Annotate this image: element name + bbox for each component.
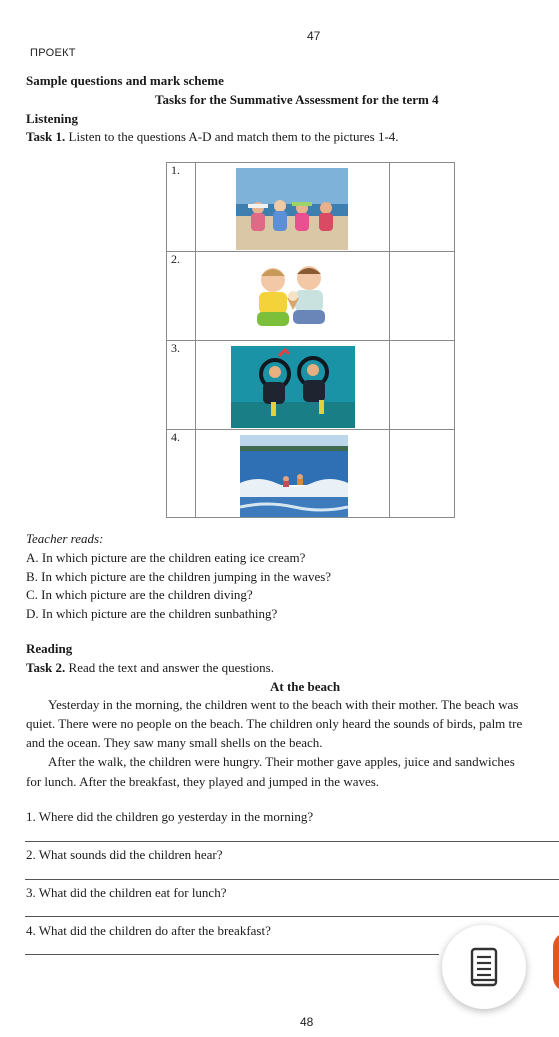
picture-children-ice-cream: [243, 258, 339, 336]
picture-children-waves: [240, 435, 348, 517]
answer-question-1: 1. Where did the children go yesterday in the morning?: [26, 809, 314, 824]
question-c: C. In which picture are the children diving?: [26, 587, 253, 602]
picture-children-sunbathing: [236, 168, 348, 250]
answer-line-1: [25, 841, 559, 842]
reader-mode-button[interactable]: [442, 925, 526, 1009]
picture-children-diving: [231, 346, 355, 428]
paragraph-1-line-1: Yesterday in the morning, the children went to the beach with their mother. The beach was: [48, 697, 519, 712]
task2-label: Task 2.: [26, 660, 66, 675]
side-action-button[interactable]: [553, 932, 559, 992]
paragraph-2-line-1: After the walk, the children were hungry. Their mother gave apples, juice and sandwiches: [48, 754, 515, 769]
page-number-top: 47: [307, 29, 321, 43]
answer-line-4: [25, 954, 439, 955]
row-number-2: 2.: [171, 252, 180, 266]
header-label: ПРОЕКТ: [30, 47, 76, 59]
teacher-reads-label: Teacher reads:: [26, 531, 104, 546]
section-title: Sample questions and mark scheme: [26, 73, 224, 88]
answer-question-4: 4. What did the children do after the breakfast?: [26, 923, 271, 938]
question-d: D. In which picture are the children sunbathing?: [26, 606, 278, 621]
question-a: A. In which picture are the children eating ice cream?: [26, 550, 306, 565]
listening-heading: Listening: [26, 111, 79, 126]
page-number-bottom: 48: [300, 1015, 314, 1029]
row-number-4: 4.: [171, 430, 180, 444]
task1-label: Task 1.: [26, 129, 66, 144]
task2-instruction: [26, 659, 274, 676]
paragraph-1-line-2: quiet. There were no people on the beach. The children only heard the sounds of birds, palm tre: [26, 716, 523, 731]
reading-heading: Reading: [26, 641, 73, 656]
task1-instruction: [26, 128, 399, 145]
subtitle: Tasks for the Summative Assessment for the term 4: [155, 92, 439, 107]
task2-text: Read the text and answer the questions.: [65, 660, 274, 675]
question-b: B. In which picture are the children jumping in the waves?: [26, 569, 332, 584]
row-number-3: 3.: [171, 341, 180, 355]
answer-question-3: 3. What did the children eat for lunch?: [26, 885, 227, 900]
answer-line-3: [25, 916, 559, 917]
document-reader-icon: [470, 947, 498, 987]
answer-line-2: [25, 879, 559, 880]
paragraph-1-line-3: and the ocean. They saw many small shells on the beach.: [26, 735, 323, 750]
paragraph-2-line-2: for lunch. After the breakfast, they played and jumped in the waves.: [26, 774, 380, 789]
matching-table: [166, 162, 455, 518]
row-number-1: 1.: [171, 163, 180, 177]
answer-question-2: 2. What sounds did the children hear?: [26, 847, 223, 862]
text-title: At the beach: [270, 679, 341, 694]
task1-text: Listen to the questions A-D and match them to the pictures 1-4.: [65, 129, 399, 144]
